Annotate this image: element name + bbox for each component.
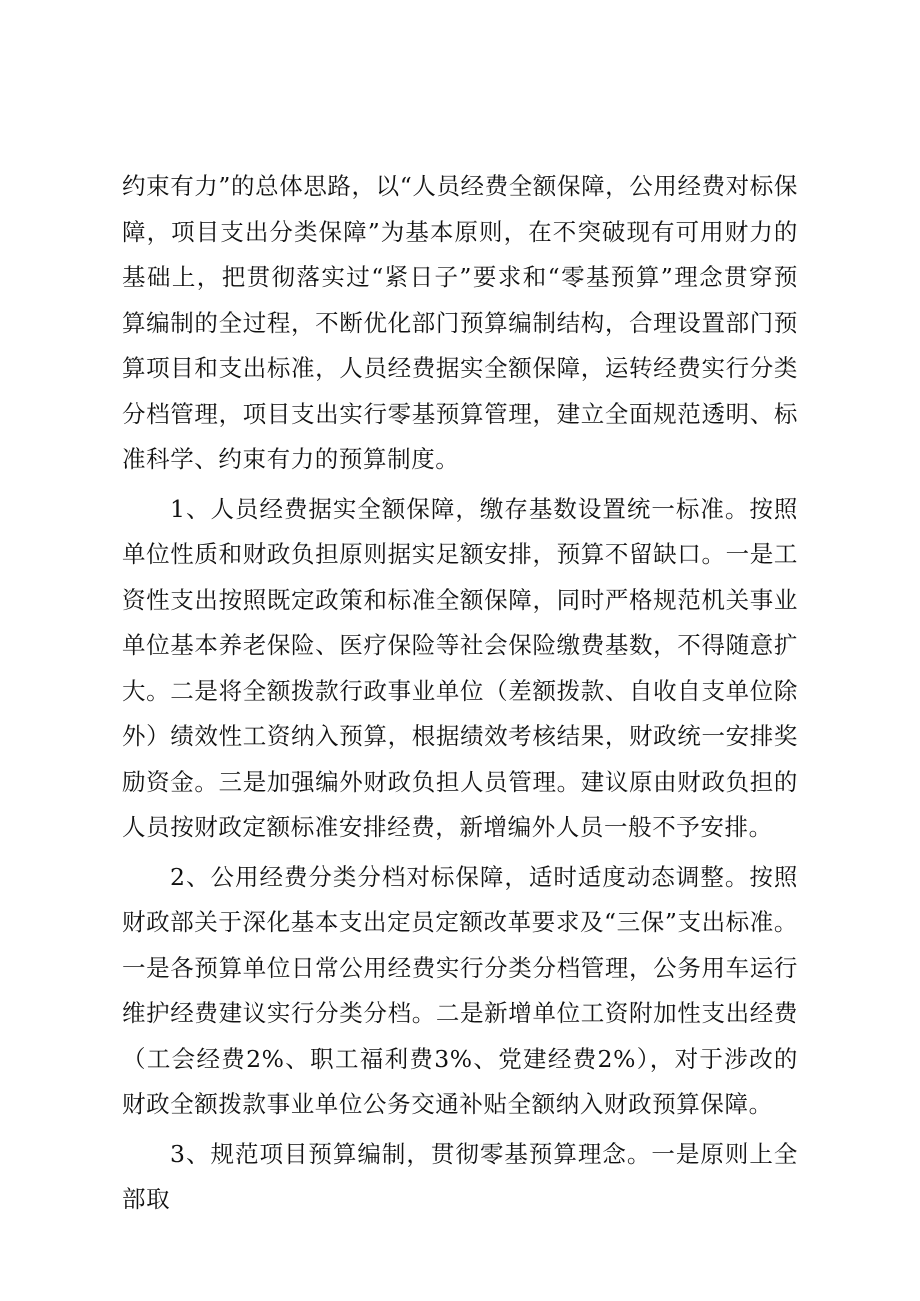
- document-body: [122, 164, 798, 1227]
- paragraph-continuation: 约束有力”的总体思路，以“人员经费全额保障，公用经费对标保障，项目支出分类保障”为基本原则，在不突破现有可用财力的基础上，把贯彻落实过“紧日子”要求和“零基预算”理念贯穿预算编制的全过程，不断优化部门预算编制结构，合理设置部门预算项目和支出标准，人员经费据实全额保障，运转经费实行分类分档管理，项目支出实行零基预算管理，建立全面规范透明、标准科学、约束有力的预算制度。: [122, 172, 798, 473]
- paragraph-personnel-funds: 1、人员经费据实全额保障，缴存基数设置统一标准。按照单位性质和财政负担原则据实足额安排，预算不留缺口。一是工资性支出按照既定政策和标准全额保障，同时严格规范机关事业单位基本养老保险、医疗保险等社会保险缴费基数，不得随意扩大。二是将全额拨款行政事业单位（差额拨款、自收自支单位除外）绩效性工资纳入预算，根据绩效考核结果，财政统一安排奖励资金。三是加强编外财政负担人员管理。建议原由财政负担的人员按财政定额标准安排经费，新增编外人员一般不予安排。: [122, 494, 798, 841]
- paragraph-public-funds: 2、公用经费分类分档对标保障，适时适度动态调整。按照财政部关于深化基本支出定员定额改革要求及“三保”支出标准。一是各预算单位日常公用经费实行分类分档管理，公务用车运行维护经费建议实行分类分档。二是新增单位工资附加性支出经费（工会经费2%、职工福利费3%、党建经费2%），对于涉改的财政全额拨款事业单位公务交通补贴全额纳入财政预算保障。: [122, 862, 798, 1118]
- paragraph-project-budget: 3、规范项目预算编制，贯彻零基预算理念。一是原则上全部取: [122, 1139, 798, 1213]
